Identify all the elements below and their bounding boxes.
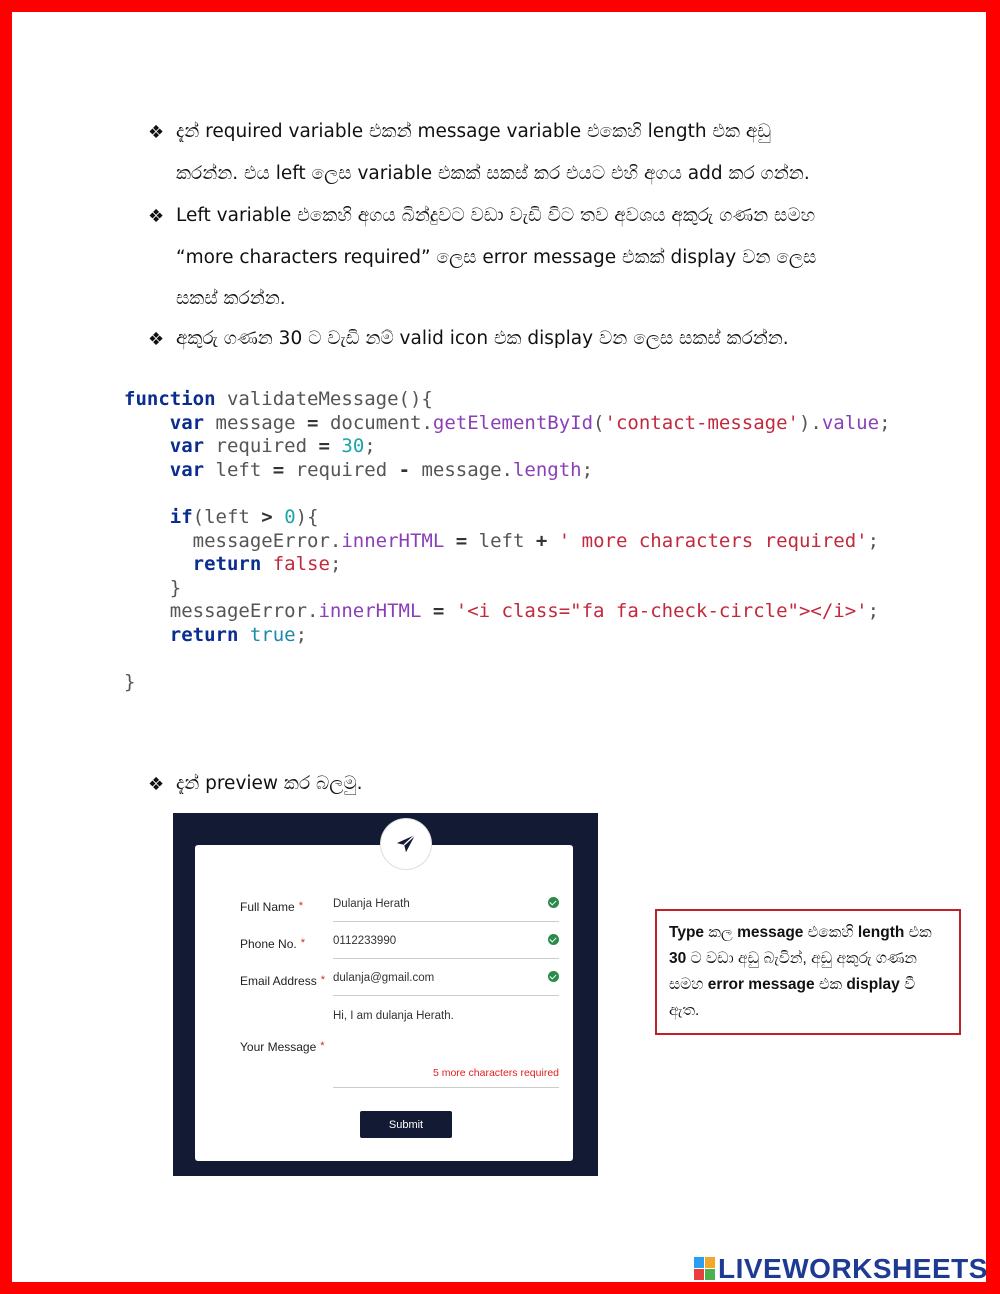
instruction-2-line-1: Left variable එකෙහි අගය බින්දුවට වඩා වැඩි විට තව අවශය අකුරු ගණන සමහ xyxy=(176,205,816,226)
phone-field[interactable]: 0112233990 xyxy=(333,932,559,959)
code-line: var required = 30; xyxy=(169,435,376,458)
note-text-segment: display xyxy=(846,976,900,993)
code-block xyxy=(124,388,891,695)
note-text-segment: කල xyxy=(704,924,738,941)
message-label: Your Message * xyxy=(240,1040,325,1054)
code-line: messageError.innerHTML = '<i class="fa fa-check-circle"></i>'; xyxy=(124,600,880,623)
instruction-1-line-2: කරන්න. එය left ලෙස variable එකක් සකස් කර එයට එහි අගය add කර ගන්න. xyxy=(176,163,810,184)
bullet-icon: ❖ xyxy=(148,122,165,143)
check-circle-icon xyxy=(548,971,559,982)
note-text-segment: error message xyxy=(707,976,815,993)
code-line: messageError.innerHTML = left + ' more characters required'; xyxy=(124,529,880,552)
note-text-segment: එක xyxy=(904,924,932,941)
email-field[interactable]: dulanja@gmail.com xyxy=(333,969,559,996)
code-line: return true; xyxy=(169,623,308,646)
code-line: } xyxy=(124,576,182,599)
email-label: Email Address * xyxy=(240,974,325,988)
note-text-segment: එකෙහි xyxy=(803,924,858,941)
code-line: return false; xyxy=(192,553,342,576)
message-error: 5 more characters required xyxy=(432,1067,559,1079)
note-text xyxy=(669,924,932,1019)
phone-label: Phone No. * xyxy=(240,937,305,951)
note-text-segment: එක xyxy=(814,976,847,993)
bullet-icon: ❖ xyxy=(148,774,165,795)
instruction-2-line-3: සකස් කරන්න. xyxy=(176,288,286,309)
full-name-field[interactable]: Dulanja Herath xyxy=(333,895,559,922)
full-name-label: Full Name * xyxy=(240,900,303,914)
code-line: } xyxy=(124,671,136,694)
note-text-segment: Type xyxy=(669,924,705,941)
submit-button[interactable]: Submit xyxy=(360,1111,452,1138)
instruction-1-line-1: දැන් required variable එකන් message variable එකෙහි length එක අඩු xyxy=(176,121,771,142)
instruction-3-line-1: අකුරු ගණන 30 ට වැඩි නම් valid icon එක display වන ලෙස සකස් කරන්න. xyxy=(176,328,789,349)
code-line: var left = required - message.length; xyxy=(169,458,594,481)
code-line: if(left > 0){ xyxy=(169,505,319,528)
check-circle-icon xyxy=(548,934,559,945)
code-line: var message = document.getElementById('contact-message').value; xyxy=(169,411,891,434)
paper-plane-icon xyxy=(381,819,431,869)
note-text-segment: 30 xyxy=(669,950,687,967)
note-text-segment: වී ඇත. xyxy=(669,976,916,1019)
instruction-4-line-1: දැන් preview කර බලමු. xyxy=(176,773,363,794)
form-preview xyxy=(173,813,598,1176)
contact-form-card xyxy=(195,845,573,1161)
instruction-2-line-2: “more characters required” ලෙස error message එකක් display වන ලෙස xyxy=(176,247,817,268)
note-text-segment: length xyxy=(857,924,905,941)
check-circle-icon xyxy=(548,897,559,908)
bullet-icon: ❖ xyxy=(148,206,165,227)
liveworksheets-logo xyxy=(694,1253,988,1285)
message-value: Hi, I am dulanja Herath. xyxy=(333,1010,454,1022)
bullet-icon: ❖ xyxy=(148,329,165,350)
logo-icon xyxy=(694,1257,716,1281)
note-box xyxy=(655,909,961,1035)
code-line: function validateMessage(){ xyxy=(124,388,433,410)
note-text-segment: ට වඩා අඩු බැවින්, අඩු අකුරු ගණන සමහ xyxy=(669,950,917,993)
message-textarea[interactable] xyxy=(333,1005,559,1088)
note-text-segment: message xyxy=(737,924,804,941)
logo-text: LIVEWORKSHEETS xyxy=(718,1253,988,1284)
